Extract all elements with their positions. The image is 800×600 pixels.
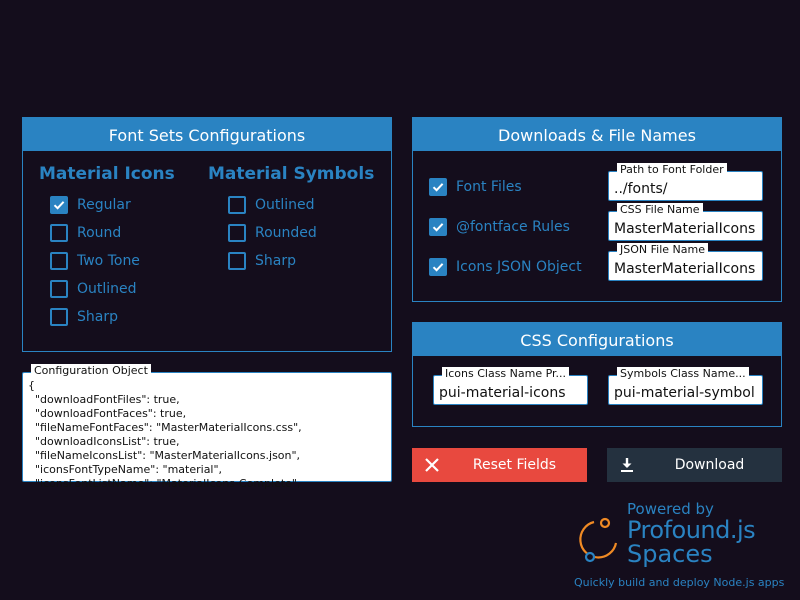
checkbox-icons-json[interactable] [429,257,582,277]
checkbox-sharp[interactable] [50,307,118,327]
profoundjs-branding [572,500,794,596]
field-label: Icons Class Name Pr... [442,367,569,381]
css-config-panel [412,322,782,427]
checkbox-unchecked-icon[interactable] [50,280,68,298]
checkbox-regular[interactable] [50,195,131,215]
brand-name: Profound.js [627,516,756,544]
checkbox-label: Sharp [255,253,296,269]
checkbox-unchecked-icon[interactable] [228,196,246,214]
checkbox-unchecked-icon[interactable] [228,224,246,242]
field-label: CSS File Name [617,203,703,217]
field-value[interactable]: MasterMaterialIcons [614,261,756,277]
field-label: JSON File Name [617,243,708,257]
checkbox-fontface-rules[interactable] [429,217,570,237]
checkbox-checked-icon[interactable] [429,258,447,276]
checkbox-two-tone[interactable] [50,251,140,271]
field-label: Symbols Class Name... [617,367,749,381]
material-symbols-heading: Material Symbols [208,164,375,184]
checkbox-symbols-sharp[interactable] [228,251,296,271]
checkbox-round[interactable] [50,223,121,243]
brand-product: Spaces [627,540,713,568]
material-icons-heading: Material Icons [39,164,175,184]
icons-class-name-field[interactable] [433,367,588,405]
checkbox-label: Regular [77,197,131,213]
field-value[interactable]: pui-material-icons [439,385,566,401]
checkbox-font-files[interactable] [429,177,522,197]
checkbox-label: @fontface Rules [456,219,570,235]
field-value[interactable]: MasterMaterialIcons [614,221,756,237]
checkbox-symbols-rounded[interactable] [228,223,317,243]
download-button[interactable] [607,448,782,482]
configuration-object-text[interactable]: { "downloadFontFiles": true, "downloadFontFaces": true, "fileNameFontFaces": "MasterMaterialIcons.css", "downloadIconsList": true, "fileNameIconsList": "MasterMaterialIcons.json", "iconsFontTypeName": "material", "iconsFontListName": "MaterialIcons-Complete", [28,379,302,490]
powered-by-text: Powered by [627,500,714,518]
close-icon [424,457,440,473]
field-value[interactable]: ../fonts/ [614,181,668,197]
checkbox-symbols-outlined[interactable] [228,195,315,215]
symbols-class-name-field[interactable] [608,367,763,405]
downloads-panel [412,117,782,302]
font-folder-field[interactable] [608,163,763,201]
css-config-title: CSS Configurations [413,323,781,356]
download-label: Download [674,457,745,473]
checkbox-label: Outlined [77,281,137,297]
checkbox-label: Icons JSON Object [456,259,582,275]
checkbox-unchecked-icon[interactable] [50,308,68,326]
downloads-title: Downloads & File Names [413,118,781,151]
reset-fields-label: Reset Fields [472,457,557,473]
checkbox-label: Font Files [456,179,522,195]
checkbox-outlined[interactable] [50,279,137,299]
checkbox-checked-icon[interactable] [429,218,447,236]
brand-tagline: Quickly build and deploy Node.js apps [574,576,785,589]
checkbox-label: Outlined [255,197,315,213]
css-file-name-field[interactable] [608,203,763,241]
font-sets-panel [22,117,392,352]
field-value[interactable]: pui-material-symbol [614,385,755,401]
checkbox-checked-icon[interactable] [429,178,447,196]
configuration-object-textarea[interactable] [22,364,392,490]
checkbox-label: Sharp [77,309,118,325]
checkbox-label: Two Tone [77,253,140,269]
checkbox-unchecked-icon[interactable] [228,252,246,270]
checkbox-unchecked-icon[interactable] [50,252,68,270]
font-sets-title: Font Sets Configurations [23,118,391,151]
download-icon [619,457,635,473]
checkbox-unchecked-icon[interactable] [50,224,68,242]
field-label: Path to Font Folder [617,163,727,177]
checkbox-checked-icon[interactable] [50,196,68,214]
checkbox-label: Round [77,225,122,241]
reset-fields-button[interactable] [412,448,587,482]
checkbox-label: Rounded [255,225,317,241]
profoundjs-logo-icon [572,515,624,567]
configuration-object-label: Configuration Object [31,364,151,378]
json-file-name-field[interactable] [608,243,763,281]
